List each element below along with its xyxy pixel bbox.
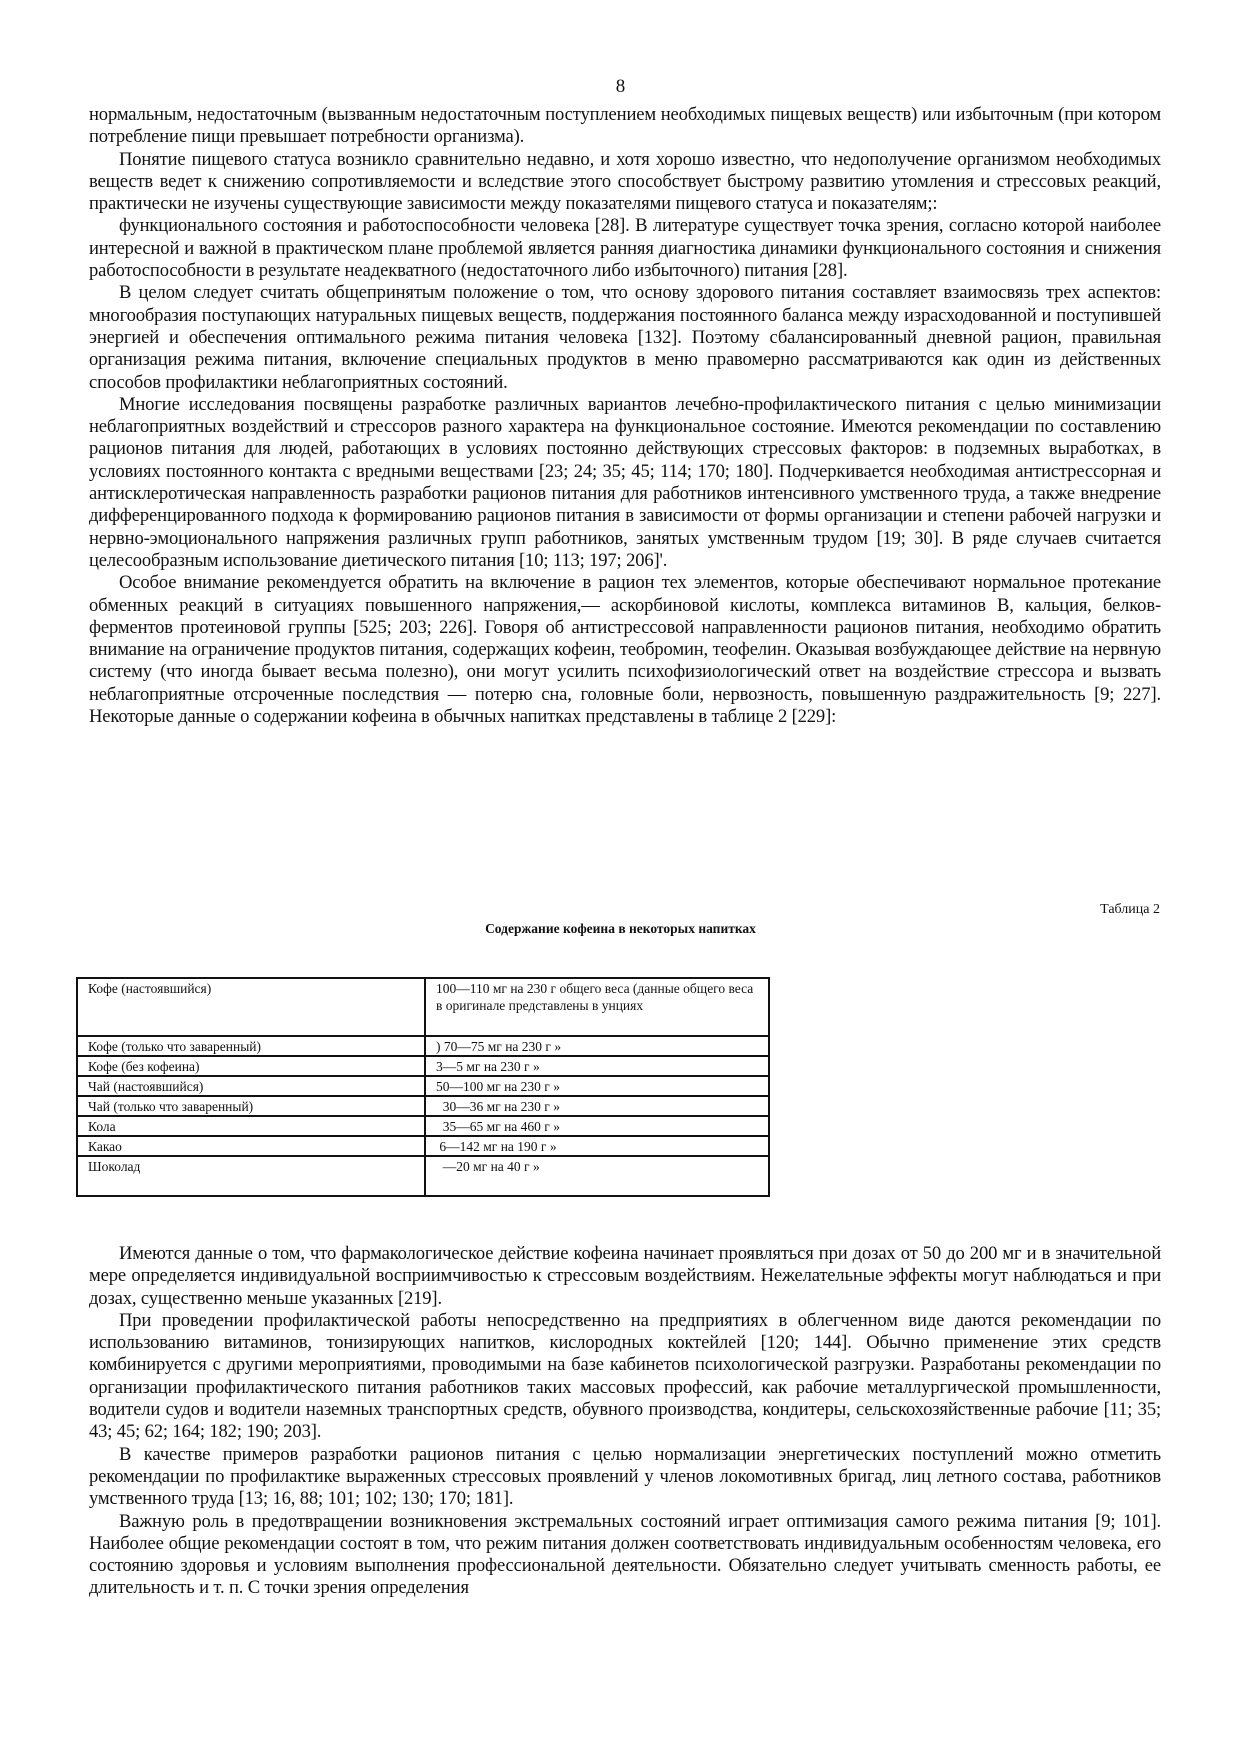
paragraph: функционального состояния и работоспособности человека [28]. В литературе существует точка зрения, согласно которой наиболее интересной и важной в практическом плане проблемой является ранняя диагностика динамики функционального состояния и снижения работоспособности в результате неадекватного (недостаточного либо избыточного) питания [28]. xyxy=(89,215,1161,282)
body-text-top xyxy=(89,104,1161,728)
table-row xyxy=(77,1096,769,1116)
caffeine-content-cell: 30—36 мг на 230 г » xyxy=(425,1096,769,1116)
paragraph: Понятие пищевого статуса возникло сравнительно недавно, и хотя хорошо известно, что недополучение организмом необходимых веществ ведет к снижению сопротивляемости и вследствие этого способствует быстрому развитию утомления и стрессовых реакций, практически не изучены существующие зависимости между показателями пищевого статуса и показателям;: xyxy=(89,148,1161,215)
drink-cell: Кола xyxy=(77,1116,425,1136)
caffeine-content-cell: 3—5 мг на 230 г » xyxy=(425,1056,769,1076)
paragraph: В качестве примеров разработки рационов питания с целью нормализации энергетических поступлений можно отметить рекомендации по профилактике выраженных стрессовых проявлений у членов локомотивных бригад, лиц летного состава, работников умственного труда [13; 16, 88; 101; 102; 130; 170; 181]. xyxy=(89,1443,1161,1510)
drink-cell: Чай (только что заваренный) xyxy=(77,1096,425,1116)
drink-cell: Какао xyxy=(77,1136,425,1156)
table-row xyxy=(77,1136,769,1156)
caffeine-content-cell: 100—110 мг на 230 г общего веса (данные общего веса в оригинале представлены в унциях xyxy=(425,978,769,1036)
caffeine-content-cell: 50—100 мг на 230 г » xyxy=(425,1076,769,1096)
drink-cell: Чай (настоявшийся) xyxy=(77,1076,425,1096)
paragraph: При проведении профилактической работы непосредственно на предприятиях в облегченном виде даются рекомендации по использованию витаминов, тонизирующих напитков, кислородных коктейлей [120; 144]. Обычно применение этих средств комбинируется с другими мероприятиями, проводимыми на базе кабинетов психологической разгрузки. Разработаны рекомендации по организации профилактического питания работников таких массовых профессий, как рабочие металлургической промышленности, водители судов и водители наземных транспортных средств, обувного производства, кондитеры, сельскохозяйственные рабочие [11; 35; 43; 45; 62; 164; 182; 190; 203]. xyxy=(89,1309,1161,1443)
caffeine-content-cell: —20 мг на 40 г » xyxy=(425,1156,769,1196)
drink-cell: Кофе (только что заваренный) xyxy=(77,1036,425,1056)
paragraph: Особое внимание рекомендуется обратить на включение в рацион тех элементов, которые обеспечивают нормальное протекание обменных реакций в ситуациях повышенного напряжения,— аскорбиновой кислоты, комплекса витаминов В, кальция, белков-ферментов протеиновой группы [525; 203; 226]. Говоря об антистрессовой направленности рационов питания, необходимо обратить внимание на ограничение продуктов питания, содержащих кофеин, теобромин, теофелин. Оказывая возбуждающее действие на нервную систему (что иногда бывает весьма полезно), они могут усилить психофизиологический ответ на воздействие стрессора и вызвать неблагоприятные отсроченные последствия — потерю сна, головные боли, нервозность, повышенную раздражительность [9; 227]. Некоторые данные о содержании кофеина в обычных напитках представлены в таблице 2 [229]: xyxy=(89,572,1161,728)
page-number: 8 xyxy=(615,76,626,97)
paragraph: Многие исследования посвящены разработке различных вариантов лечебно-профилактического питания с целью минимизации неблагоприятных воздействий и стрессоров разного характера на функциональное состояние. Имеются рекомендации по составлению рационов питания для людей, работающих в условиях постоянно действующих стрессовых факторов: в подземных выработках, в условиях постоянного контакта с вредными веществами [23; 24; 35; 45; 114; 170; 180]. Подчеркивается необходимая антистрессорная и антисклеротическая направленность разработки рационов питания для работников интенсивного умственного труда, а также внедрение дифференцированного подхода к формированию рационов питания в зависимости от формы организации и степени рабочей нагрузки и нервно-эмоционального напряжения различных групп работников, занятых умственным трудом [19; 30]. В ряде случаев считается целесообразным использование диетического питания [10; 113; 197; 206]'. xyxy=(89,393,1161,571)
table-row xyxy=(77,1116,769,1136)
drink-cell: Кофе (настоявшийся) xyxy=(77,978,425,1036)
table-row xyxy=(77,1076,769,1096)
paragraph: Важную роль в предотвращении возникновения экстремальных состояний играет оптимизация самого режима питания [9; 101]. Наиболее общие рекомендации состоят в том, что режим питания должен соответствовать индивидуальным особенностям человека, его состоянию здоровья и условиям выполнения профессиональной деятельности. Обязательно следует учитывать сменность работы, ее длительность и т. п. С точки зрения определения xyxy=(89,1510,1161,1599)
table-row xyxy=(77,1056,769,1076)
drink-cell: Шоколад xyxy=(77,1156,425,1196)
drink-cell: Кофе (без кофеина) xyxy=(77,1056,425,1076)
paragraph: нормальным, недостаточным (вызванным недостаточным поступлением необходимых пищевых веществ) или избыточным (при котором потребление пищи превышает потребности организма). xyxy=(89,104,1161,148)
caffeine-table xyxy=(76,977,770,1197)
caffeine-content-cell: 35—65 мг на 460 г » xyxy=(425,1116,769,1136)
table-caption: Содержание кофеина в некоторых напитках xyxy=(485,921,756,936)
table-row xyxy=(77,1036,769,1056)
body-text-bottom xyxy=(89,1243,1161,1600)
table-row xyxy=(77,1156,769,1196)
paragraph: Имеются данные о том, что фармакологическое действие кофеина начинает проявляться при дозах от 50 до 200 мг и в значительной мере определяется индивидуальной восприимчивостью к стрессовым воздействиям. Нежелательные эффекты могут наблюдаться и при дозах, существенно меньше указанных [219]. xyxy=(89,1243,1161,1309)
caffeine-content-cell: 6—142 мг на 190 г » xyxy=(425,1136,769,1156)
paragraph: В целом следует считать общепринятым положение о том, что основу здорового питания составляет взаимосвязь трех аспектов: многообразия поступающих натуральных пищевых веществ, поддержания постоянного баланса между израсходованной и поступившей энергией и обеспечения оптимального режима питания человека [132]. Поэтому сбалансированный дневной рацион, правильная организация режима питания, включение специальных продуктов в меню правомерно рассматриваются как один из действенных способов профилактики неблагоприятных состояний. xyxy=(89,282,1161,393)
caffeine-content-cell: ) 70—75 мг на 230 г » xyxy=(425,1036,769,1056)
table-row xyxy=(77,978,769,1036)
table-label: Таблица 2 xyxy=(1100,902,1160,917)
